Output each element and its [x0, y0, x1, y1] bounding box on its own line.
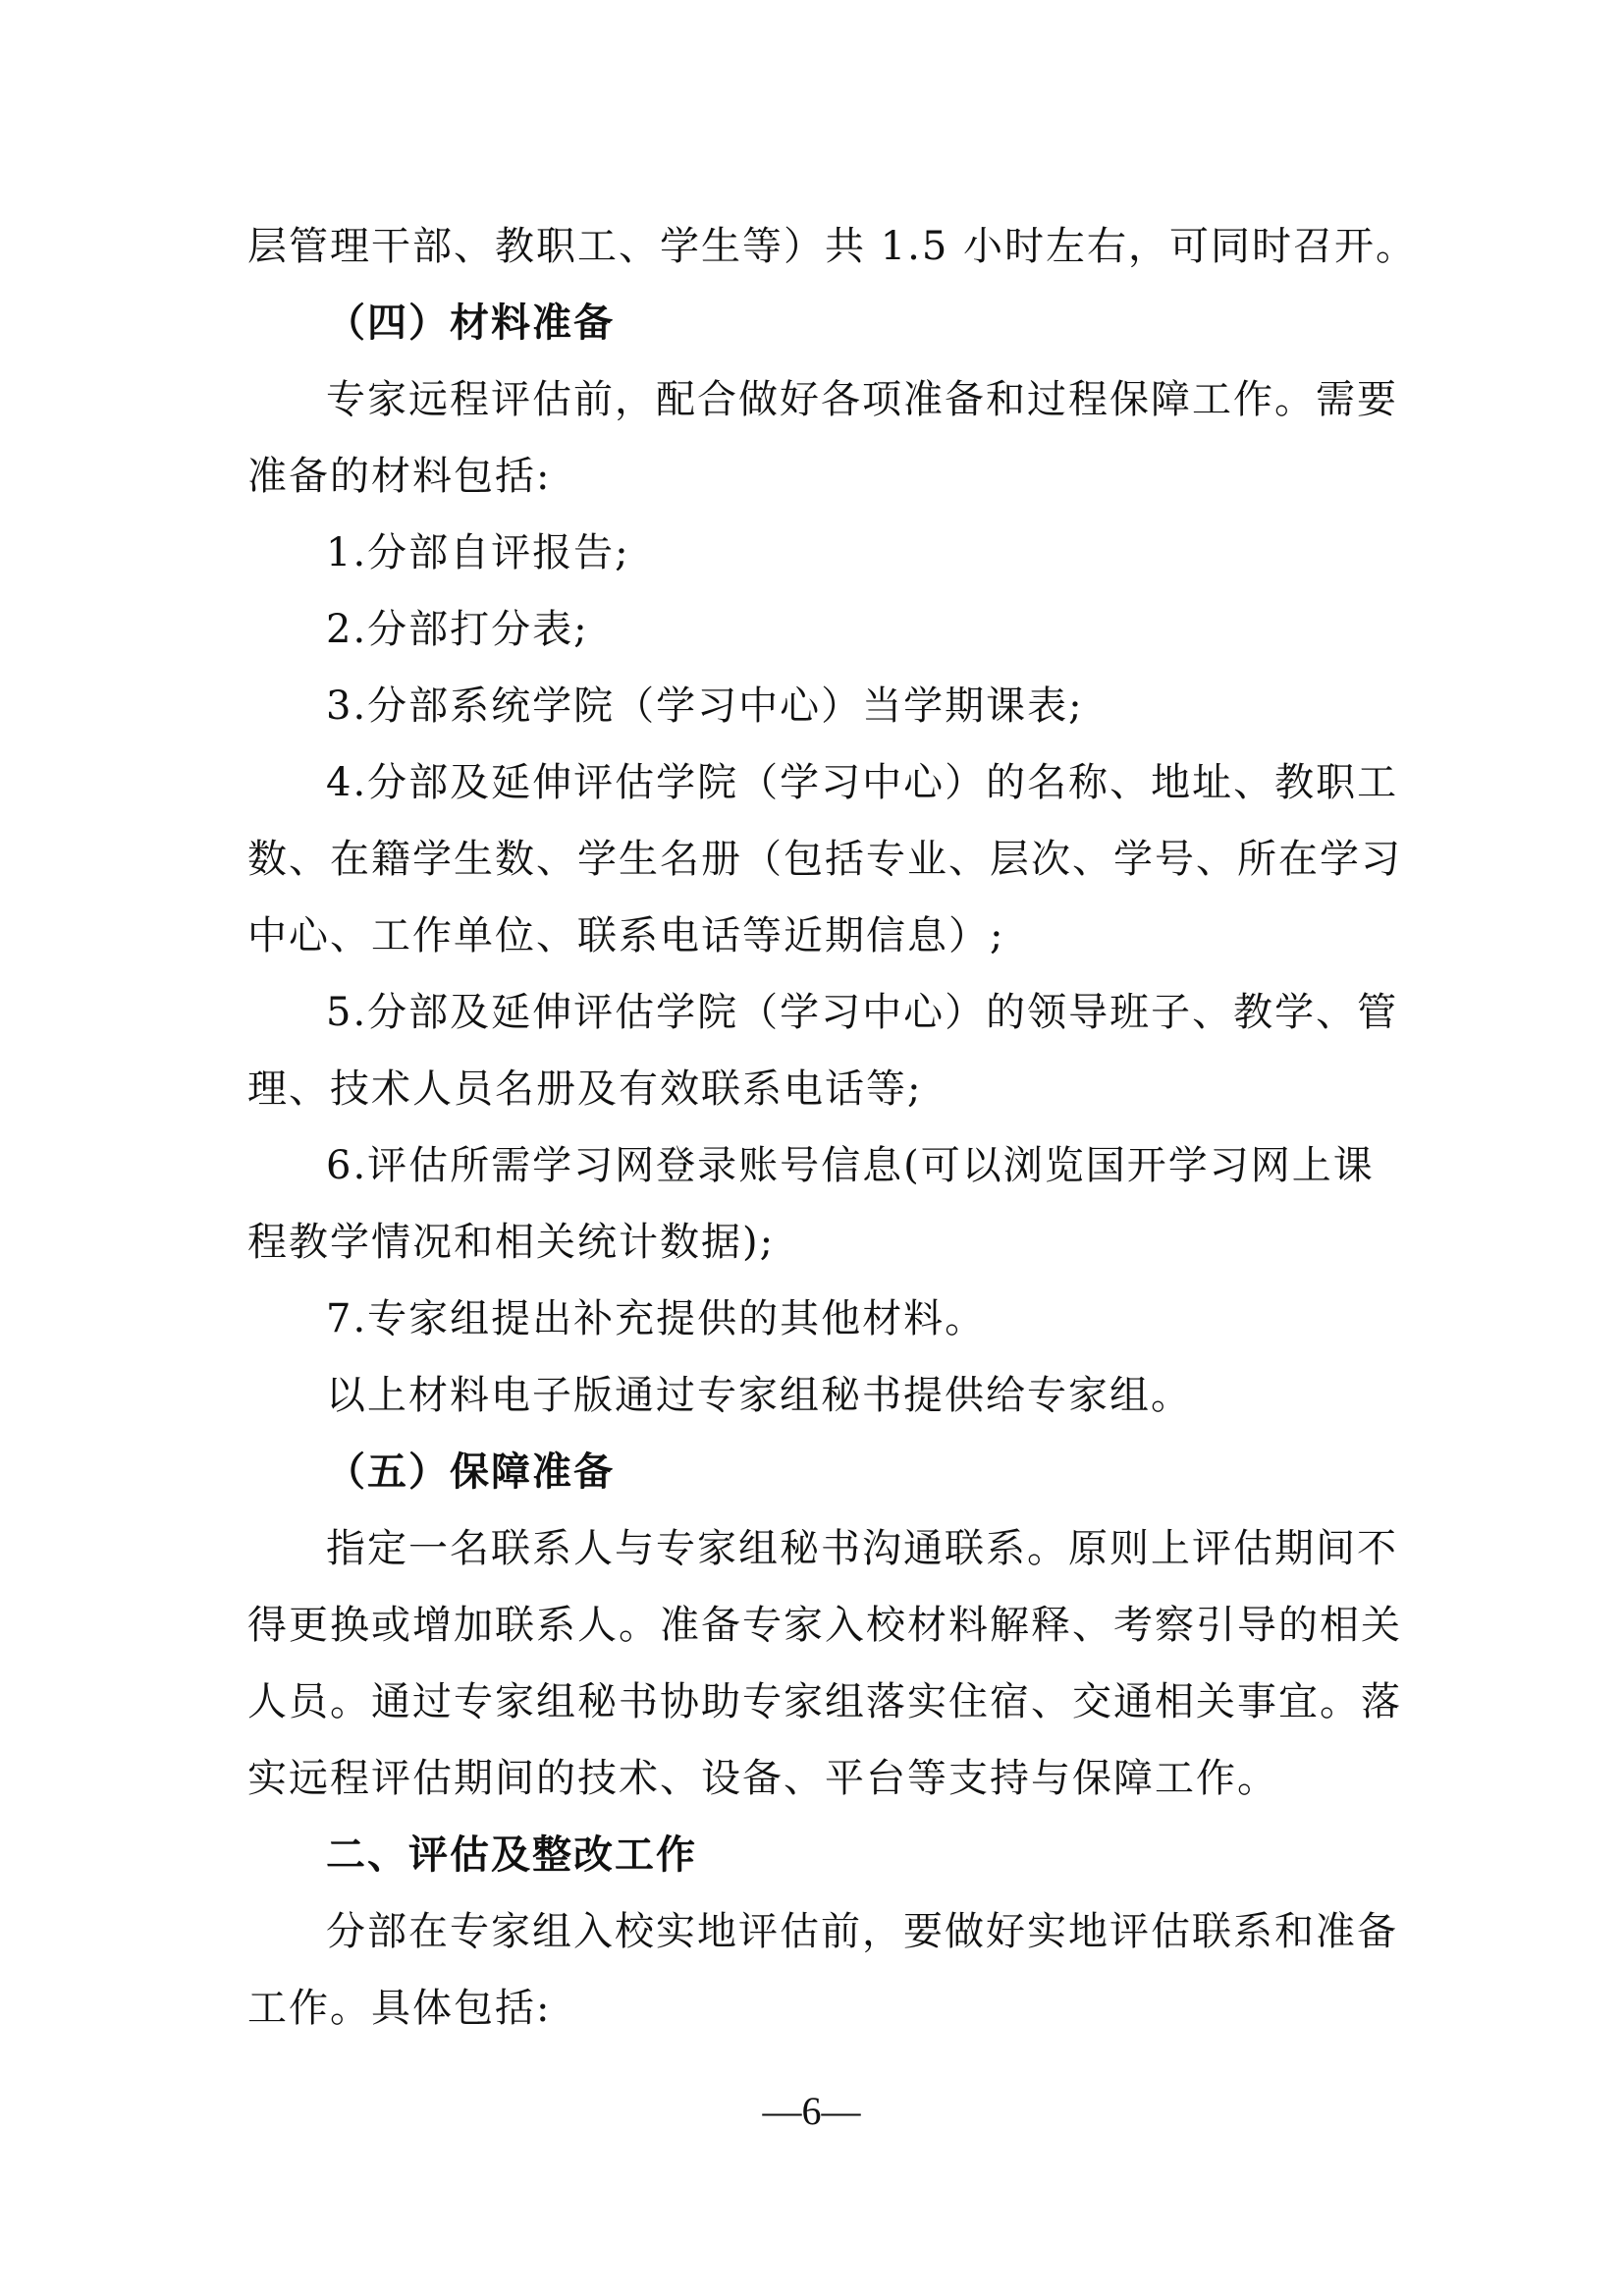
list-item-6 — [247, 1127, 1386, 1281]
section-heading-support — [247, 1434, 1386, 1510]
text-line: 2.分部打分表; — [326, 607, 589, 652]
text-line: 工作。具体包括: — [247, 1986, 552, 2031]
list-item-4 — [247, 744, 1402, 974]
list-item-5 — [247, 974, 1399, 1127]
text-line: 层管理干部、教职工、学生等）共 1.5 小时左右，可同时召开。 — [247, 224, 1418, 269]
document-page — [247, 208, 1418, 2047]
text-line: 实远程评估期间的技术、设备、平台等支持与保障工作。 — [247, 1756, 1278, 1801]
text-line: 准备的材料包括: — [247, 454, 552, 499]
text-line: 5.分部及延伸评估学院（学习中心）的领导班子、教学、管 — [326, 990, 1399, 1035]
heading-line: （四）材料准备 — [326, 301, 615, 346]
heading-line: 二、评估及整改工作 — [326, 1832, 697, 1878]
paragraph-support — [247, 1510, 1402, 1817]
text-line: 以上材料电子版通过专家组秘书提供给专家组。 — [326, 1373, 1192, 1418]
text-line: 人员。通过专家组秘书协助专家组落实住宿、交通相关事宜。落 — [247, 1679, 1402, 1724]
list-item-1 — [247, 515, 1386, 591]
text-line: 1.分部自评报告; — [326, 530, 630, 575]
text-line: 3.分部系统学院（学习中心）当学期课表; — [326, 683, 1084, 729]
text-line: 6.评估所需学习网登录账号信息(可以浏览国开学习网上课 — [326, 1143, 1375, 1188]
page-number: —6— — [762, 2089, 861, 2133]
heading-line: （五）保障准备 — [326, 1449, 615, 1495]
paragraph-materials-intro — [247, 361, 1398, 515]
list-item-3 — [247, 668, 1386, 744]
text-line: 程教学情况和相关统计数据); — [247, 1220, 776, 1265]
text-line: 中心、工作单位、联系电话等近期信息）; — [247, 913, 1005, 958]
section-heading-evaluation — [247, 1817, 1386, 1893]
text-line: 4.分部及延伸评估学院（学习中心）的名称、地址、教职工 — [326, 760, 1399, 805]
text-line: 理、技术人员名册及有效联系电话等; — [247, 1066, 923, 1112]
list-item-7 — [247, 1281, 1386, 1357]
text-line: 指定一名联系人与专家组秘书沟通联系。原则上评估期间不 — [326, 1526, 1398, 1571]
list-item-2 — [247, 591, 1386, 668]
text-line: 7.专家组提出补充提供的其他材料。 — [326, 1296, 987, 1341]
paragraph-materials-delivery — [247, 1357, 1386, 1434]
paragraph-evaluation — [247, 1893, 1398, 2047]
section-heading-materials — [247, 285, 1386, 361]
text-line: 分部在专家组入校实地评估前，要做好实地评估联系和准备 — [326, 1909, 1398, 1954]
continuation-paragraph — [247, 208, 1418, 285]
text-line: 得更换或增加联系人。准备专家入校材料解释、考察引导的相关 — [247, 1603, 1402, 1648]
text-line: 专家远程评估前，配合做好各项准备和过程保障工作。需要 — [326, 377, 1398, 422]
text-line: 数、在籍学生数、学生名册（包括专业、层次、学号、所在学习 — [247, 837, 1402, 882]
